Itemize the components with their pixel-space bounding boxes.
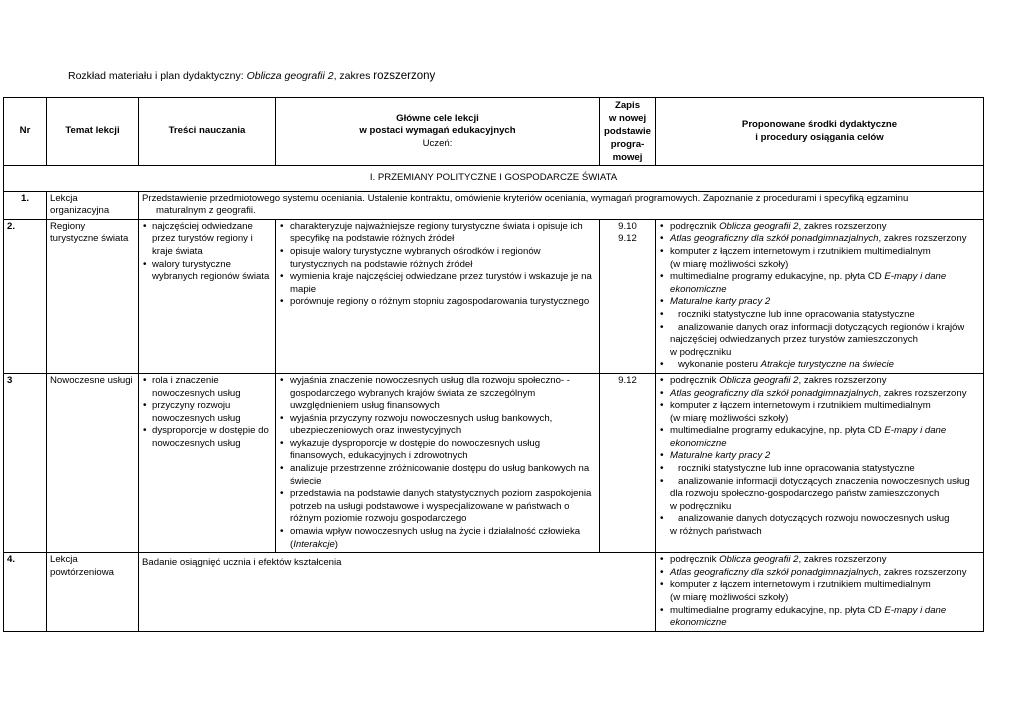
- list-item: • walory turystyczne wybranych regionów świata: [142, 259, 272, 284]
- row-description: Przedstawienie przedmiotowego systemu oceniania. Ustalenie kontraktu, omówienie kryteriów oceniania, wymagań programowych. Zapoznanie z procedurami i specyfiką egzaminu maturalnym z geografii.: [139, 191, 984, 219]
- list-item: • wymienia kraje najczęściej odwiedzane przez turystów i wskazuje je na mapie: [279, 271, 596, 296]
- table-row: [4, 219, 984, 373]
- row-content: [139, 373, 276, 552]
- lesson-plan-table: [3, 97, 984, 632]
- document-title: [68, 70, 435, 82]
- list-item: • komputer z łączem internetowym i rzutnikiem multimedialnym (w miarę możliwości szkoły): [659, 246, 980, 271]
- row-number: 3: [4, 373, 47, 552]
- list-item: • dysproporcje w dostępie do nowoczesnych usług: [142, 425, 272, 450]
- list-item: • analizowanie danych oraz informacji dotyczących regionów i krajów najczęściej odwiedzanych przez turystów zamieszczonych w podręczniku: [659, 322, 980, 360]
- header-nr: Nr: [4, 98, 47, 166]
- list-item: • omawia wpływ nowoczesnych usług na życie i działalność człowieka (Interakcje): [279, 526, 596, 551]
- list-item: • komputer z łączem internetowym i rzutnikiem multimedialnym (w miarę możliwości szkoły): [659, 400, 980, 425]
- header-record: Zapis w nowej podstawie progra- mowej: [600, 98, 656, 166]
- row-means: [656, 219, 984, 373]
- row-topic: Lekcja organizacyjna: [47, 191, 139, 219]
- list-item: • wyjaśnia przyczyny rozwoju nowoczesnych usług bankowych, ubezpieczeniowych oraz inwestycyjnych: [279, 413, 596, 438]
- list-item: • analizuje przestrzenne zróżnicowanie dostępu do usług bankowych na świecie: [279, 463, 596, 488]
- list-item: • analizowanie danych dotyczących rozwoju nowoczesnych usług w różnych państwach: [659, 513, 980, 538]
- title-scope: rozszerzony: [373, 70, 436, 82]
- list-item: • analizowanie informacji dotyczących znaczenia nowoczesnych usług dla rozwoju społeczno-gospodarczego państw zamieszczonych w podręczniku: [659, 476, 980, 514]
- list-item: • Maturalne karty pracy 2: [659, 450, 980, 463]
- section-title: I. PRZEMIANY POLITYCZNE I GOSPODARCZE ŚWIATA: [4, 166, 984, 192]
- title-prefix: Rozkład materiału i plan dydaktyczny:: [68, 70, 247, 82]
- list-item: • Atlas geograficzny dla szkół ponadgimnazjalnych, zakres rozszerzony: [659, 388, 980, 401]
- row-description: Badanie osiągnięć ucznia i efektów kształcenia: [139, 553, 656, 632]
- list-item: • wykonanie posteru Atrakcje turystyczne na świecie: [659, 359, 980, 372]
- table-row: [4, 373, 984, 552]
- row-content: [139, 219, 276, 373]
- row-topic: Nowoczesne usługi: [47, 373, 139, 552]
- list-item: • opisuje walory turystyczne wybranych ośrodków i regionów turystycznych na podstawie różnych źródeł: [279, 246, 596, 271]
- row-means: [656, 373, 984, 552]
- list-item: • rola i znaczenie nowoczesnych usług: [142, 375, 272, 400]
- list-item: • multimedialne programy edukacyjne, np. płyta CD E-mapy i dane ekonomiczne: [659, 605, 980, 630]
- title-mid: , zakres: [333, 70, 374, 82]
- list-item: • podręcznik Oblicza geografii 2, zakres rozszerzony: [659, 375, 980, 388]
- list-item: • Atlas geograficzny dla szkół ponadgimnazjalnych, zakres rozszerzony: [659, 233, 980, 246]
- header-means: Proponowane środki dydaktyczne i procedury osiągania celów: [656, 98, 984, 166]
- row-codes: 9.12: [600, 373, 656, 552]
- list-item: • multimedialne programy edukacyjne, np. płyta CD E-mapy i dane ekonomiczne: [659, 271, 980, 296]
- list-item: • wykazuje dysproporcje w dostępie do nowoczesnych usług finansowych, edukacyjnych i zdrowotnych: [279, 438, 596, 463]
- section-row: [4, 166, 984, 192]
- list-item: • charakteryzuje najważniejsze regiony turystyczne świata i opisuje ich specyfikę na podstawie różnych źródeł: [279, 221, 596, 246]
- list-item: • Maturalne karty pracy 2: [659, 296, 980, 309]
- table-row: [4, 553, 984, 632]
- header-topic: Temat lekcji: [47, 98, 139, 166]
- row-means: [656, 553, 984, 632]
- list-item: • najczęściej odwiedzane przez turystów regiony i kraje świata: [142, 221, 272, 259]
- row-topic: Lekcja powtórzeniowa: [47, 553, 139, 632]
- list-item: • przyczyny rozwoju nowoczesnych usług: [142, 400, 272, 425]
- row-number: 2.: [4, 219, 47, 373]
- header-goals: Główne cele lekcji w postaci wymagań edukacyjnych Uczeń:: [276, 98, 600, 166]
- list-item: • porównuje regiony o różnym stopniu zagospodarowania turystycznego: [279, 296, 596, 309]
- list-item: • Atlas geograficzny dla szkół ponadgimnazjalnych, zakres rozszerzony: [659, 567, 980, 580]
- row-goals: [276, 219, 600, 373]
- row-goals: [276, 373, 600, 552]
- row-number: 4.: [4, 553, 47, 632]
- header-content: Treści nauczania: [139, 98, 276, 166]
- list-item: • podręcznik Oblicza geografii 2, zakres rozszerzony: [659, 221, 980, 234]
- list-item: • podręcznik Oblicza geografii 2, zakres rozszerzony: [659, 554, 980, 567]
- title-book: Oblicza geografii 2: [246, 70, 334, 82]
- list-item: • przedstawia na podstawie danych statystycznych poziom zaspokojenia potrzeb na usługi podstawowe i wyspecjalizowane w państwach o różnym poziomie rozwoju gospodarczego: [279, 488, 596, 526]
- list-item: • multimedialne programy edukacyjne, np. płyta CD E-mapy i dane ekonomiczne: [659, 425, 980, 450]
- table-row: [4, 191, 984, 219]
- list-item: • roczniki statystyczne lub inne opracowania statystyczne: [659, 309, 980, 322]
- header-row: [4, 98, 984, 166]
- list-item: • roczniki statystyczne lub inne opracowania statystyczne: [659, 463, 980, 476]
- row-codes: 9.10 9.12: [600, 219, 656, 373]
- row-number: 1.: [4, 191, 47, 219]
- row-topic: Regiony turystyczne świata: [47, 219, 139, 373]
- list-item: • wyjaśnia znaczenie nowoczesnych usług dla rozwoju społeczno- -gospodarczego wybranych krajów świata ze szczególnym uwzględnieniem usług finansowych: [279, 375, 596, 413]
- list-item: • komputer z łączem internetowym i rzutnikiem multimedialnym (w miarę możliwości szkoły): [659, 579, 980, 604]
